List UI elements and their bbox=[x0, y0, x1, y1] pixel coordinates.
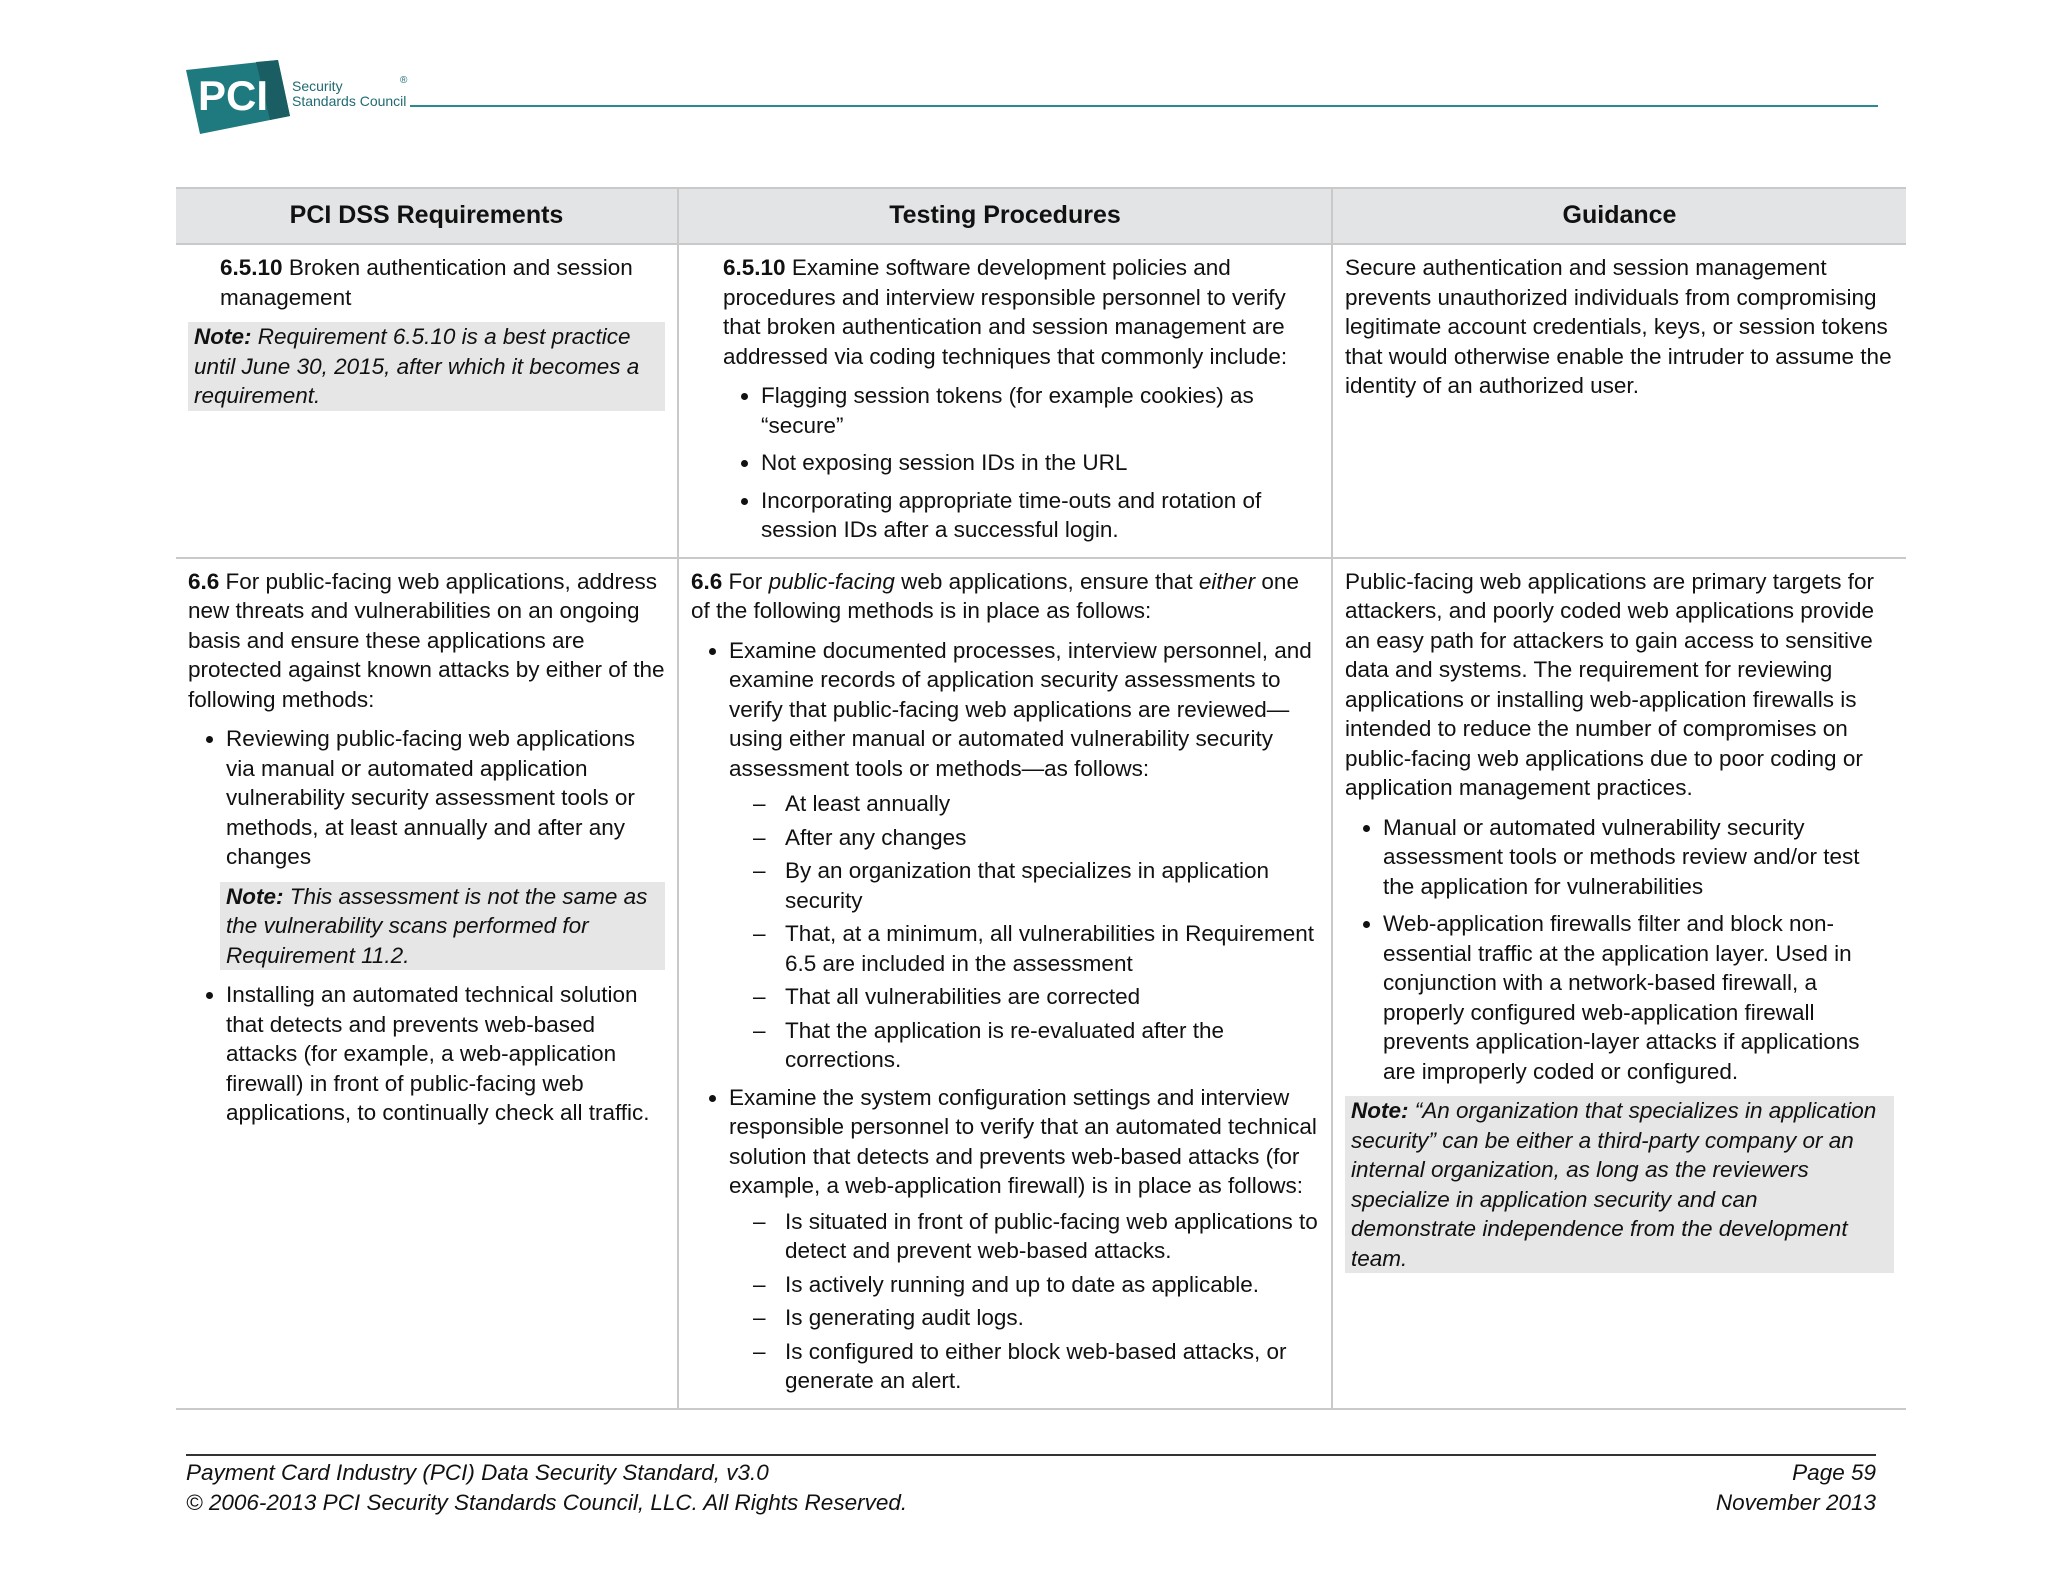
requirement-cell bbox=[176, 558, 678, 1409]
header-guidance: Guidance bbox=[1332, 188, 1906, 244]
requirements-table bbox=[176, 187, 1906, 1410]
requirement-text bbox=[188, 567, 665, 715]
requirement-note bbox=[220, 882, 665, 971]
dash-item: – Is generating audit logs. bbox=[785, 1303, 1319, 1333]
logo-council-text bbox=[292, 79, 406, 109]
dash-item: – By an organization that specializes in application security bbox=[785, 856, 1319, 915]
table-header-row bbox=[176, 188, 1906, 244]
list-item: • Web-application firewalls filter and block non-essential traffic at the application layer. Used in conjunction with a network-based firewall, a properly configured web-application firewall prevents application-layer attacks if applications are improperly coded or configured. bbox=[1383, 909, 1894, 1086]
guidance-cell bbox=[1332, 244, 1906, 558]
testing-text bbox=[691, 567, 1319, 626]
requirement-body: For public-facing web applications, address new threats and vulnerabilities on an ongoing basis and ensure these applications are protected against known attacks by either of the following methods: bbox=[188, 568, 665, 712]
note-label: Note: bbox=[194, 324, 252, 349]
footer-right bbox=[1716, 1458, 1876, 1518]
page-footer bbox=[186, 1458, 1876, 1518]
testing-text bbox=[691, 253, 1319, 371]
table-row bbox=[176, 558, 1906, 1409]
list-item: • Manual or automated vulnerability security assessment tools or methods review and/or test the application for vulnerabilities bbox=[1383, 813, 1894, 902]
requirement-cell bbox=[176, 244, 678, 558]
list-item bbox=[729, 1083, 1319, 1396]
logo-line-2: Standards Council bbox=[292, 93, 407, 109]
requirement-body: Broken authentication and session management bbox=[220, 255, 633, 310]
dash-list bbox=[729, 789, 1319, 1075]
testing-bullets bbox=[691, 381, 1319, 545]
dash-item: – That the application is re-evaluated after the corrections. bbox=[785, 1016, 1319, 1075]
pci-logo bbox=[186, 60, 426, 134]
requirement-note bbox=[188, 322, 665, 411]
requirement-bullets bbox=[188, 980, 665, 1128]
dash-item: – Is actively running and up to date as applicable. bbox=[785, 1270, 1319, 1300]
intro-part: one of the following methods is in place as follows: bbox=[691, 568, 1299, 623]
guidance-text: Secure authentication and session management prevents unauthorized individuals from compromising legitimate account credentials, keys, or session tokens that would otherwise enable the intruder to assume the identity of an authorized user. bbox=[1345, 255, 1892, 398]
page-number: Page 59 bbox=[1792, 1460, 1876, 1485]
guidance-bullets bbox=[1345, 813, 1894, 1087]
footer-copyright: © 2006-2013 PCI Security Standards Council, LLC. All Rights Reserved. bbox=[186, 1490, 908, 1515]
logo-registered: ® bbox=[400, 75, 408, 86]
footer-rule bbox=[186, 1454, 1876, 1456]
list-item: • Flagging session tokens (for example cookies) as “secure” bbox=[761, 381, 1319, 440]
header-rule bbox=[410, 105, 1878, 107]
bullet-text: Examine documented processes, interview personnel, and examine records of application security assessments to verify that public-facing web applications are reviewed—using either manual or automated vulnerability security assessment tools or methods—as follows: bbox=[729, 637, 1312, 781]
table-row bbox=[176, 244, 1906, 558]
note-text: “An organization that specializes in application security” can be either a third-party company or an internal organization, as long as the reviewers specialize in application security and can demonstrate independence from the development team. bbox=[1351, 1098, 1877, 1271]
requirement-text bbox=[188, 253, 665, 312]
requirement-number: 6.6 bbox=[188, 568, 220, 594]
note-label: Note: bbox=[1351, 1098, 1409, 1123]
guidance-cell bbox=[1332, 558, 1906, 1409]
list-item: • Reviewing public-facing web applications via manual or automated application vulnerability security assessment tools or methods, at least annually and after any changes bbox=[226, 724, 665, 872]
dash-list bbox=[729, 1207, 1319, 1396]
footer-title: Payment Card Industry (PCI) Data Security Standard, v3.0 bbox=[186, 1460, 769, 1485]
testing-body: Examine software development policies and procedures and interview responsible personnel to verify that broken authentication and session management are addressed via coding techniques that commonly include: bbox=[723, 255, 1288, 369]
footer-date: November 2013 bbox=[1715, 1490, 1876, 1515]
requirement-bullets bbox=[188, 724, 665, 872]
testing-number: 6.5.10 bbox=[723, 255, 786, 280]
list-item bbox=[729, 636, 1319, 1075]
note-text: This assessment is not the same as the vulnerability scans performed for Requirement 11.2. bbox=[226, 883, 648, 968]
header-testing-procedures: Testing Procedures bbox=[678, 188, 1332, 244]
testing-number: 6.6 bbox=[691, 568, 723, 594]
intro-emphasis: public-facing bbox=[768, 568, 895, 594]
testing-bullets bbox=[691, 636, 1319, 1396]
intro-part: web applications, ensure that bbox=[901, 568, 1193, 594]
testing-cell bbox=[678, 558, 1332, 1409]
dash-item: – That, at a minimum, all vulnerabilities in Requirement 6.5 are included in the assessment bbox=[785, 919, 1319, 978]
header-requirements: PCI DSS Requirements bbox=[176, 188, 678, 244]
bullet-text: Examine the system configuration settings and interview responsible personnel to verify that an automated technical solution that detects and prevents web-based attacks (for example, a web-application firewall) is in place as follows: bbox=[729, 1084, 1317, 1198]
intro-emphasis: either bbox=[1198, 568, 1256, 594]
note-label: Note: bbox=[226, 883, 284, 909]
guidance-note bbox=[1345, 1096, 1894, 1273]
requirement-number: 6.5.10 bbox=[220, 255, 283, 280]
dash-item: – After any changes bbox=[785, 823, 1319, 853]
dash-item: – Is situated in front of public-facing web applications to detect and prevent web-based attacks. bbox=[785, 1207, 1319, 1266]
logo-line-1: Security bbox=[292, 78, 343, 94]
dash-item: – Is configured to either block web-based attacks, or generate an alert. bbox=[785, 1337, 1319, 1396]
intro-part: For bbox=[728, 568, 763, 594]
guidance-text: Public-facing web applications are primary targets for attackers, and poorly coded web applications provide an easy path for attackers to gain access to sensitive data and systems. The requirement for reviewing applications or installing web-application firewalls is intended to reduce the number of compromises on public-facing web applications due to poor coding or application management practices. bbox=[1345, 568, 1875, 800]
logo-mark-text: PCI bbox=[198, 72, 269, 119]
pci-logo-mark bbox=[186, 60, 296, 134]
list-item: • Installing an automated technical solution that detects and prevents web-based attacks (for example, a web-application firewall) in front of public-facing web applications, to continually check all traffic. bbox=[226, 980, 665, 1128]
testing-cell bbox=[678, 244, 1332, 558]
note-text: Requirement 6.5.10 is a best practice until June 30, 2015, after which it becomes a requirement. bbox=[194, 324, 640, 408]
list-item: • Incorporating appropriate time-outs and rotation of session IDs after a successful login. bbox=[761, 486, 1319, 545]
list-item: • Not exposing session IDs in the URL bbox=[761, 448, 1319, 478]
dash-item: – That all vulnerabilities are corrected bbox=[785, 982, 1319, 1012]
dash-item: – At least annually bbox=[785, 789, 1319, 819]
